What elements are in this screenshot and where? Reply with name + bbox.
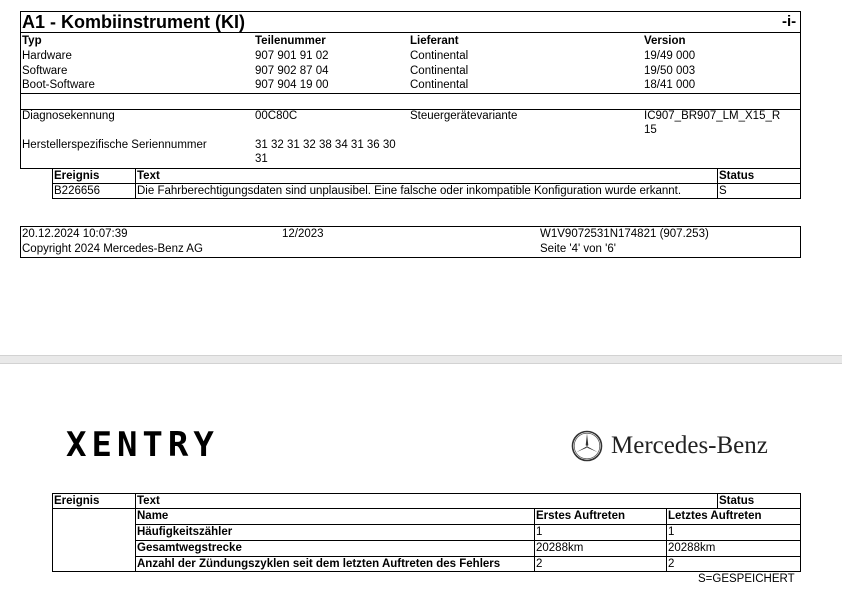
row-last: 2 [668, 558, 675, 570]
col-last-occurrence: Letztes Auftreten [668, 510, 762, 522]
col-ereignis: Ereignis [54, 495, 100, 507]
footer-vin: W1V9072531N174821 (907.253) [540, 228, 709, 240]
col-first-occurrence: Erstes Auftreten [536, 510, 626, 522]
diag-value: 00C80C [255, 110, 298, 122]
subtable-divider [666, 508, 667, 572]
row-version: 19/50 003 [644, 65, 696, 77]
event-status: S [719, 185, 727, 197]
row-lieferant: Continental [410, 65, 469, 77]
footer-copyright: Copyright 2024 Mercedes-Benz AG [22, 243, 203, 255]
row-first: 1 [536, 526, 543, 538]
status-legend: S=GESPEICHERT [698, 573, 795, 585]
row-typ: Software [22, 65, 68, 77]
variant-label: Steuergerätevariante [410, 110, 518, 122]
row-teilenummer: 907 902 87 04 [255, 65, 329, 77]
page-separator [0, 355, 842, 364]
event-code: B226656 [54, 185, 101, 197]
subtable-divider [534, 508, 535, 572]
detail-status-divider [717, 493, 718, 509]
xentry-logo: XENTRY [66, 425, 219, 465]
title-underline [20, 32, 801, 33]
row-lieferant: Continental [410, 50, 469, 62]
row-typ: Boot-Software [22, 79, 95, 91]
col-typ: Typ [22, 35, 42, 47]
variant-value-line2: 15 [644, 124, 657, 136]
ecu-title: A1 - Kombiinstrument (KI) [22, 12, 245, 32]
serial-value-line2: 31 [255, 153, 268, 165]
subtable-line [135, 524, 801, 525]
mercedes-star-icon [571, 430, 603, 466]
parts-bottom-line [20, 93, 801, 94]
info-mark: -i- [782, 13, 797, 30]
row-name: Anzahl der Zündungszyklen seit dem letzten Auftreten des Fehlers [137, 558, 501, 570]
col-text: Text [137, 495, 160, 507]
footer-datetime: 20.12.2024 10:07:39 [22, 228, 128, 240]
col-lieferant: Lieferant [410, 35, 459, 47]
variant-value-line1: IC907_BR907_LM_X15_R [644, 110, 781, 122]
diag-label: Diagnosekennung [22, 110, 115, 122]
col-ereignis: Ereignis [54, 170, 100, 182]
col-text: Text [137, 170, 160, 182]
status-divider [717, 168, 718, 199]
mercedes-benz-logo: Mercedes-Benz [611, 432, 768, 459]
col-status: Status [719, 170, 755, 182]
row-teilenummer: 907 904 19 00 [255, 79, 329, 91]
row-version: 19/49 000 [644, 50, 696, 62]
row-first: 2 [536, 558, 543, 570]
footer-version-date: 12/2023 [282, 228, 324, 240]
row-version: 18/41 000 [644, 79, 696, 91]
col-name: Name [137, 510, 169, 522]
row-last: 20288km [668, 542, 716, 554]
row-typ: Hardware [22, 50, 72, 62]
event-text: Die Fahrberechtigungsdaten sind unplausibel. Eine falsche oder inkompatible Konfiguration wurde erkannt. [137, 185, 682, 197]
row-teilenummer: 907 901 91 02 [255, 50, 329, 62]
col-version: Version [644, 35, 686, 47]
row-last: 1 [668, 526, 675, 538]
row-name: Häufigkeitszähler [137, 526, 233, 538]
serial-label: Herstellerspezifische Seriennummer [22, 139, 207, 151]
row-name: Gesamtwegstrecke [137, 542, 242, 554]
col-teilenummer: Teilenummer [255, 35, 326, 47]
col-status: Status [719, 495, 755, 507]
event-divider [135, 168, 136, 199]
row-first: 20288km [536, 542, 584, 554]
row-lieferant: Continental [410, 79, 469, 91]
serial-value-line1: 31 32 31 32 38 34 31 36 30 [255, 139, 396, 151]
footer-page: Seite '4' von '6' [540, 243, 616, 255]
